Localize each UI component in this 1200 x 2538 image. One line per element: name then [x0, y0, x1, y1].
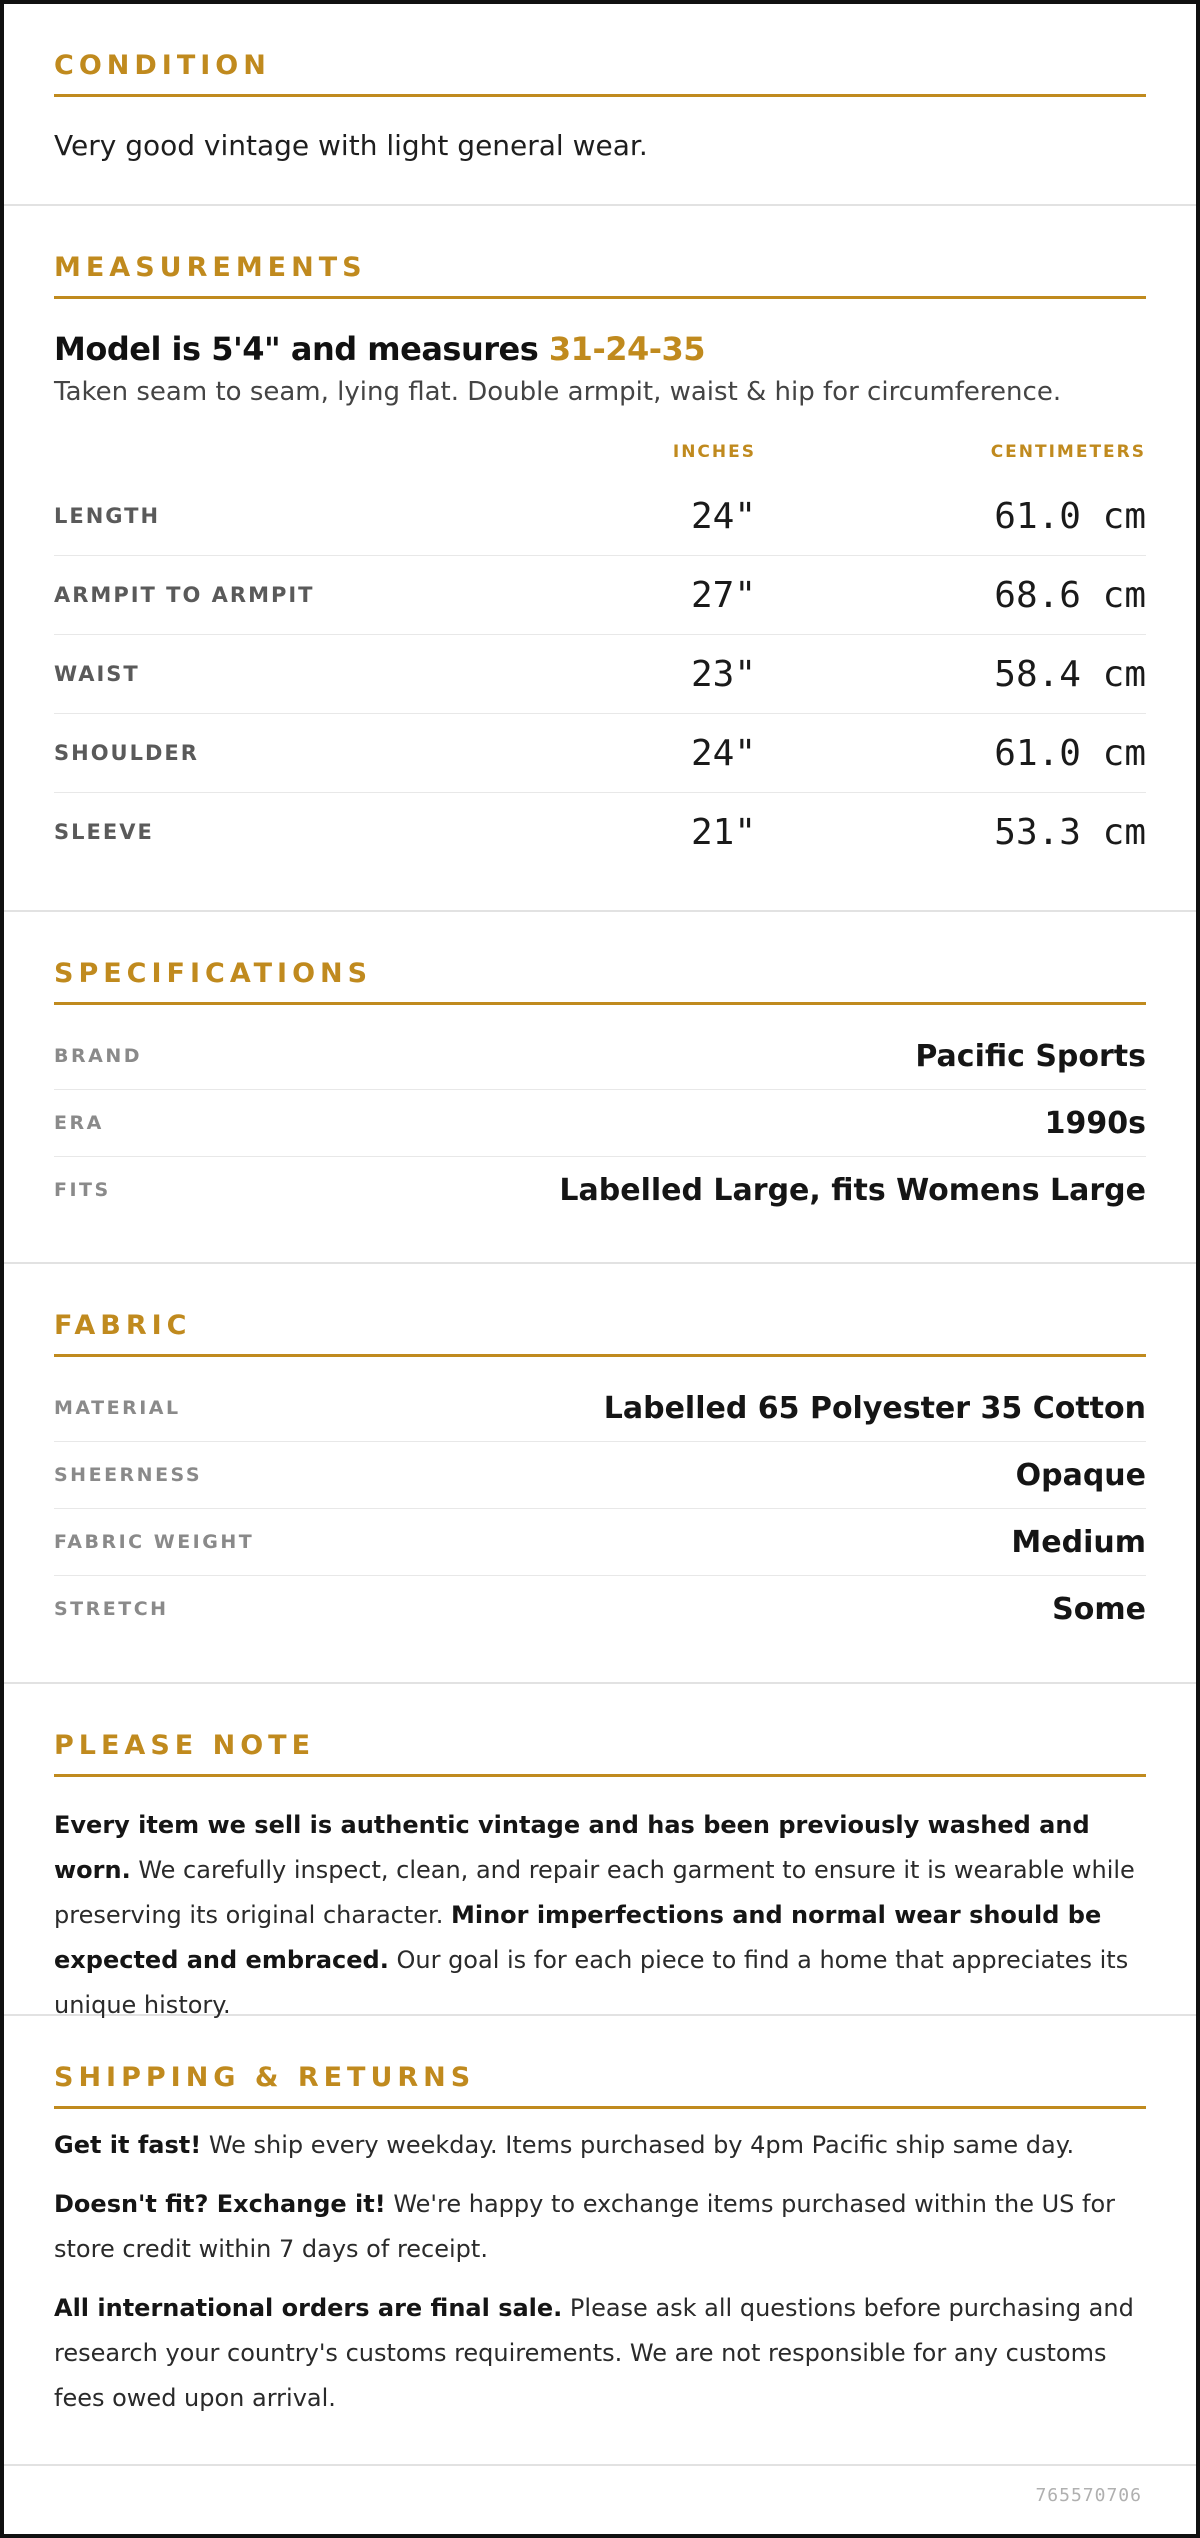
- model-measurements: [54, 329, 1146, 369]
- measurement-cm: 53.3 cm: [994, 811, 1146, 853]
- fabric-key: SHEERNESS: [54, 1464, 203, 1486]
- measurement-label: LENGTH: [54, 504, 161, 528]
- measurement-cm: 61.0 cm: [994, 732, 1146, 774]
- specifications-section: [4, 912, 1196, 1264]
- please-note-text: [54, 1803, 1146, 2028]
- measurements-table: [54, 477, 1146, 871]
- measurement-label: SLEEVE: [54, 820, 154, 844]
- list-item: [54, 1375, 1146, 1442]
- measurement-cm: 58.4 cm: [994, 653, 1146, 695]
- spec-value: 1990s: [1044, 1105, 1146, 1141]
- please-note-heading: PLEASE NOTE: [54, 1728, 1146, 1777]
- table-row: [54, 556, 1146, 635]
- measurement-label: SHOULDER: [54, 741, 199, 765]
- measurement-label: ARMPIT TO ARMPIT: [54, 583, 315, 607]
- international-bold: All international orders are final sale.: [54, 2294, 563, 2322]
- shipping-paragraph: [54, 2123, 1146, 2168]
- shipping-returns-section: [4, 2016, 1196, 2466]
- exchange-bold: Doesn't fit? Exchange it!: [54, 2190, 386, 2218]
- fabric-value: Medium: [1011, 1524, 1146, 1560]
- exchange-text: We're happy to exchange items purchased within the US for store credit within 7 days of receipt.: [54, 2190, 1116, 2263]
- spec-key: BRAND: [54, 1045, 142, 1067]
- fabric-value: Labelled 65 Polyester 35 Cotton: [603, 1390, 1146, 1426]
- spec-key: FITS: [54, 1179, 111, 1201]
- shipping-text: We ship every weekday. Items purchased by 4pm Pacific ship same day.: [201, 2131, 1075, 2159]
- list-item: [54, 1090, 1146, 1157]
- measurement-cm: 61.0 cm: [994, 495, 1146, 537]
- spec-value: Pacific Sports: [915, 1038, 1146, 1074]
- note-bold-2: Minor imperfections and normal wear should be expected and embraced.: [54, 1901, 1102, 1974]
- fabric-list: [54, 1375, 1146, 1642]
- fabric-key: STRETCH: [54, 1598, 169, 1620]
- measurement-inches: 24": [690, 732, 756, 774]
- list-item: [54, 1442, 1146, 1509]
- international-text: Please ask all questions before purchasing and research your country's customs requirements. We are not responsible for any customs fees owed upon arrival.: [54, 2294, 1134, 2412]
- fabric-key: MATERIAL: [54, 1397, 181, 1419]
- table-row: [54, 477, 1146, 556]
- list-item: [54, 1023, 1146, 1090]
- list-item: [54, 1509, 1146, 1576]
- condition-text: Very good vintage with light general wear.: [54, 129, 648, 162]
- table-row: [54, 714, 1146, 793]
- fabric-value: Some: [1052, 1591, 1146, 1627]
- measurement-inches: 24": [690, 495, 756, 537]
- table-row: [54, 793, 1146, 871]
- fabric-key: FABRIC WEIGHT: [54, 1531, 255, 1553]
- measurement-label: WAIST: [54, 662, 140, 686]
- fabric-section: [4, 1264, 1196, 1684]
- spec-value: Labelled Large, fits Womens Large: [559, 1172, 1146, 1208]
- table-row: [54, 635, 1146, 714]
- column-centimeters: CENTIMETERS: [990, 442, 1146, 462]
- model-highlight: 31-24-35: [548, 330, 706, 368]
- measurement-inches: 27": [690, 574, 756, 616]
- note-bold-1: Every item we sell is authentic vintage and has been previously washed and worn.: [54, 1811, 1090, 1884]
- international-paragraph: [54, 2286, 1146, 2421]
- measurements-heading: MEASUREMENTS: [54, 250, 1146, 299]
- item-id: 765570706: [1035, 2485, 1142, 2506]
- fabric-value: Opaque: [1015, 1457, 1146, 1493]
- condition-heading: CONDITION: [54, 48, 1146, 97]
- list-item: [54, 1576, 1146, 1642]
- measurement-method-note: Taken seam to seam, lying flat. Double armpit, waist & hip for circumference.: [54, 377, 1062, 407]
- column-inches: INCHES: [672, 442, 756, 462]
- fabric-heading: FABRIC: [54, 1308, 1146, 1357]
- model-prefix: Model is 5'4" and measures: [54, 330, 549, 368]
- please-note-section: [4, 1684, 1196, 2019]
- list-item: [54, 1157, 1146, 1223]
- measurement-inches: 21": [690, 811, 756, 853]
- shipping-returns-heading: SHIPPING & RETURNS: [54, 2060, 1146, 2109]
- measurement-inches: 23": [690, 653, 756, 695]
- specifications-list: [54, 1023, 1146, 1223]
- note-text-2: Our goal is for each piece to find a home that appreciates its unique history.: [54, 1946, 1129, 2019]
- spec-key: ERA: [54, 1112, 104, 1134]
- measurements-section: [4, 206, 1196, 912]
- exchange-paragraph: [54, 2182, 1146, 2272]
- shipping-bold: Get it fast!: [54, 2131, 202, 2159]
- measurements-table-header: [54, 437, 1146, 467]
- measurement-cm: 68.6 cm: [994, 574, 1146, 616]
- note-text-1: We carefully inspect, clean, and repair each garment to ensure it is wearable while preserving its original character.: [54, 1856, 1135, 1929]
- specifications-heading: SPECIFICATIONS: [54, 956, 1146, 1005]
- condition-section: [4, 4, 1196, 206]
